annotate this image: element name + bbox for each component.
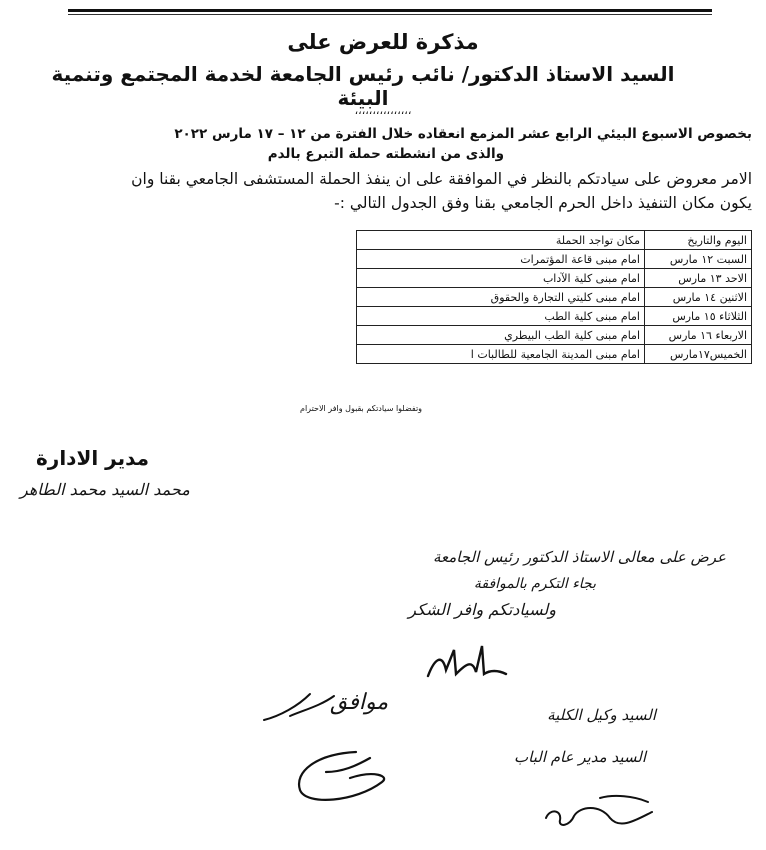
approval-handwritten: موافق — [330, 690, 389, 715]
header-location: مكان تواجد الحملة — [357, 231, 645, 250]
memo-title: مذكرة للعرض على — [287, 30, 479, 54]
handwritten-note-line-3: ولسيادتكم وافر الشكر — [408, 600, 556, 619]
row-date: الثلاثاء ١٥ مارس — [645, 307, 752, 326]
row-location: امام مبنى كلية الآداب — [357, 269, 645, 288]
row-location: امام مبنى كلية الطب — [357, 307, 645, 326]
schedule-header-row — [357, 231, 752, 250]
table-row — [357, 326, 752, 345]
row-location: امام مبنى كليتي التجارة والحقوق — [357, 288, 645, 307]
header-date: اليوم والتاريخ — [645, 231, 752, 250]
manager-title: مدير الادارة — [36, 446, 150, 470]
manager-name-handwritten: محمد السيد محمد الطاهر — [20, 480, 190, 499]
signature-mark-3 — [540, 790, 660, 838]
top-rule-thin — [68, 14, 712, 15]
memo-addressee: السيد الاستاذ الدكتور/ نائب رئيس الجامعة لخدمة المجتمع وتنمية البيئة — [51, 62, 675, 110]
closing-line: وتفضلوا سيادتكم بقبول وافر الاحترام — [300, 404, 423, 413]
body-line-2: يكون مكان التنفيذ داخل الحرم الجامعي بقنا وفق الجدول التالي :- — [334, 194, 752, 212]
row-date: الاثنين ١٤ مارس — [645, 288, 752, 307]
table-row — [357, 269, 752, 288]
row-location: امام مبنى كلية الطب البيطري — [357, 326, 645, 345]
body-line-1: الامر معروض على سيادتكم بالنظر في الموافقة على ان ينفذ الحملة المستشفى الجامعي بقنا وان — [131, 170, 752, 188]
row-date: السبت ١٢ مارس — [645, 250, 752, 269]
table-row — [357, 288, 752, 307]
table-row — [357, 307, 752, 326]
deputy-note-line-1: السيد وكيل الكلية — [547, 706, 656, 724]
row-date: الاحد ١٣ مارس — [645, 269, 752, 288]
subject-line-2: والذى من انشطته حملة التبرع بالدم — [267, 146, 504, 162]
table-row — [357, 250, 752, 269]
approval-stroke — [260, 686, 340, 726]
handwritten-note-line-2: بجاء التكرم بالموافقة — [473, 576, 596, 592]
separator-dots: ،،،،،،،،،،،،،،،، — [354, 104, 412, 117]
table-row — [357, 345, 752, 364]
deputy-note-line-2: السيد مدير عام الباب — [514, 748, 646, 766]
signature-mark-2 — [286, 742, 396, 812]
signature-mark-1 — [420, 640, 510, 684]
row-date: الخميس١٧مارس — [645, 345, 752, 364]
row-location: امام مبنى قاعة المؤتمرات — [357, 250, 645, 269]
top-rule-thick — [68, 9, 712, 12]
schedule-table — [356, 230, 752, 364]
row-location: امام مبنى المدينة الجامعية للطالبات ا — [357, 345, 645, 364]
subject-line-1: بخصوص الاسبوع البيئي الرابع عشر المزمع انعقاده خلال الفترة من ١٢ – ١٧ مارس ٢٠٢٢ — [174, 126, 752, 142]
row-date: الاربعاء ١٦ مارس — [645, 326, 752, 345]
handwritten-note-line-1: عرض على معالى الاستاذ الدكتور رئيس الجامعة — [432, 548, 726, 566]
